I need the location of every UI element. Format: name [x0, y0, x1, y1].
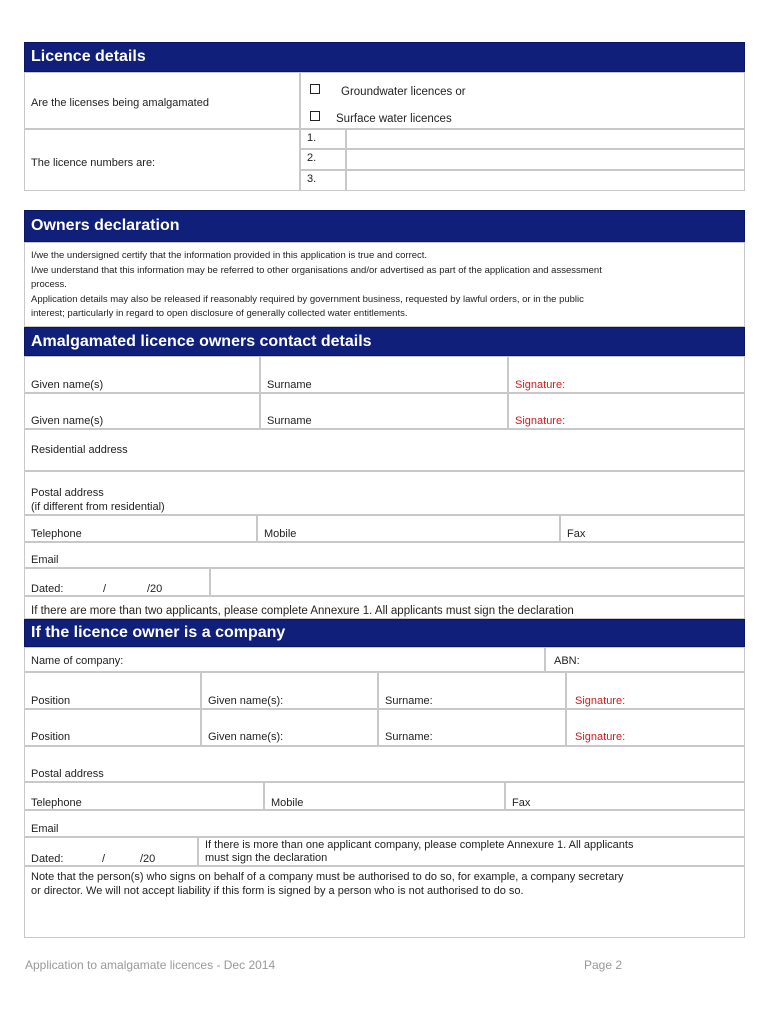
company-postal-address-label: Postal address: [31, 768, 104, 780]
residential-address-field[interactable]: [24, 429, 745, 471]
position-label: Position: [31, 695, 71, 707]
owners-declaration-heading: [24, 210, 745, 242]
company-date-separator: /: [102, 853, 106, 865]
telephone-field[interactable]: [24, 515, 257, 542]
company-dated-field[interactable]: [24, 837, 198, 866]
signature-label: Signature:: [515, 415, 566, 427]
page-number: Page 2: [584, 958, 623, 972]
position-label: Position: [31, 731, 71, 743]
company-given-names-1-field[interactable]: [201, 672, 378, 709]
dated-blank-cell: [210, 568, 745, 596]
licence-number-3-label: 3.: [300, 170, 346, 191]
company-surname-1-field[interactable]: [378, 672, 566, 709]
company-fax-label: Fax: [512, 797, 531, 809]
licence-number-2-label: 2.: [300, 149, 346, 170]
date-year: /20: [147, 583, 163, 595]
fax-field[interactable]: [560, 515, 745, 542]
residential-address-label: Residential address: [31, 444, 128, 456]
licence-details-title: Licence details: [31, 48, 146, 65]
amalgamated-question-cell: [24, 72, 300, 129]
postal-address-note: (if different from residential): [31, 501, 165, 513]
abn-label: ABN:: [554, 655, 580, 667]
company-signature-label: Signature:: [575, 695, 626, 707]
declaration-text: [24, 242, 745, 327]
signature-label: Signature:: [515, 379, 566, 391]
surname-label: Surname: [267, 415, 312, 427]
company-surname-label: Surname:: [385, 731, 433, 743]
mobile-label: Mobile: [264, 528, 297, 540]
fax-label: Fax: [567, 528, 586, 540]
company-annex-note: If there is more than one applicant company, please complete Annexure 1. All applicants: [205, 839, 634, 851]
company-date-year: /20: [140, 853, 156, 865]
postal-address-field[interactable]: [24, 471, 745, 515]
abn-field[interactable]: [545, 647, 745, 672]
licence-details-heading: [24, 42, 745, 72]
authorisation-note: Note that the person(s) who signs on behalf of a company must be authorised to do so, for example, a company secretary: [31, 871, 624, 883]
licence-numbers-label: The licence numbers are:: [31, 157, 156, 169]
owners-declaration-title: Owners declaration: [31, 217, 180, 234]
company-telephone-field[interactable]: [24, 782, 264, 810]
dated-field[interactable]: [24, 568, 210, 596]
company-signature-label: Signature:: [575, 731, 626, 743]
company-mobile-field[interactable]: [264, 782, 505, 810]
company-signature-1-field[interactable]: [566, 672, 745, 709]
company-signature-2-field[interactable]: [566, 709, 745, 746]
licence-number-3-input[interactable]: [346, 170, 745, 191]
signature-1-field[interactable]: [508, 356, 745, 393]
telephone-label: Telephone: [31, 528, 82, 540]
authorisation-note: or director. We will not accept liability if this form is signed by a person who is not authorised to do so.: [31, 885, 524, 897]
licence-number-2-input[interactable]: [346, 149, 745, 170]
company-surname-label: Surname:: [385, 695, 433, 707]
declaration-line: process.: [31, 279, 67, 290]
groundwater-checkbox[interactable]: [310, 84, 320, 94]
company-title: If the licence owner is a company: [31, 624, 286, 641]
authorisation-note-cell: [24, 866, 745, 938]
amalgamated-question-label: Are the licenses being amalgamated: [31, 97, 209, 109]
contact-note: If there are more than two applicants, please complete Annexure 1. All applicants must sign the declaration: [31, 605, 574, 617]
company-given-names-label: Given name(s):: [208, 731, 284, 743]
declaration-line: I/we understand that this information may be referred to other organisations and/or advertised as part of the application and assessment: [31, 264, 602, 276]
surname-2-field[interactable]: [260, 393, 508, 429]
date-separator: /: [103, 583, 107, 595]
footer-title: Application to amalgamate licences - Dec 2014: [25, 958, 276, 972]
given-names-label: Given name(s): [31, 415, 104, 427]
surname-1-field[interactable]: [260, 356, 508, 393]
groundwater-label: Groundwater licences or: [341, 86, 466, 98]
company-email-field[interactable]: [24, 810, 745, 837]
postal-address-label: Postal address: [31, 487, 104, 499]
given-names-1-field[interactable]: [24, 356, 260, 393]
position-1-field[interactable]: [24, 672, 201, 709]
company-heading: [24, 619, 745, 647]
given-names-2-field[interactable]: [24, 393, 260, 429]
declaration-line: I/we the undersigned certify that the information provided in this application is true and correct.: [31, 250, 428, 261]
licence-number-1-input[interactable]: [346, 129, 745, 149]
email-field[interactable]: [24, 542, 745, 568]
company-name-label: Name of company:: [31, 655, 124, 667]
mobile-field[interactable]: [257, 515, 560, 542]
surname-label: Surname: [267, 379, 312, 391]
company-surname-2-field[interactable]: [378, 709, 566, 746]
surface-water-checkbox[interactable]: [310, 111, 320, 121]
licence-number-1-label: 1.: [300, 129, 346, 149]
company-annex-note-cell: [198, 837, 745, 866]
company-postal-address-field[interactable]: [24, 746, 745, 782]
declaration-line: interest; particularly in regard to open disclosure of generally collected water entitlements.: [31, 308, 408, 319]
amalgamated-options-cell: [300, 72, 745, 129]
licence-numbers-label-cell: [24, 129, 300, 191]
company-mobile-label: Mobile: [271, 797, 304, 809]
company-name-field[interactable]: [24, 647, 545, 672]
contact-details-title: Amalgamated licence owners contact details: [31, 332, 372, 350]
contact-note-cell: [24, 596, 745, 619]
company-dated-label: Dated:: [31, 853, 64, 865]
email-label: Email: [31, 554, 59, 566]
company-given-names-2-field[interactable]: [201, 709, 378, 746]
company-given-names-label: Given name(s):: [208, 695, 284, 707]
company-email-label: Email: [31, 823, 59, 835]
company-telephone-label: Telephone: [31, 797, 82, 809]
signature-2-field[interactable]: [508, 393, 745, 429]
surface-water-label: Surface water licences: [336, 113, 452, 125]
dated-label: Dated:: [31, 583, 64, 595]
position-2-field[interactable]: [24, 709, 201, 746]
company-annex-note: must sign the declaration: [205, 852, 328, 864]
given-names-label: Given name(s): [31, 379, 104, 391]
declaration-line: Application details may also be released if reasonably required by government business, requested by lawful orders, or in the public: [31, 293, 584, 305]
company-fax-field[interactable]: [505, 782, 745, 810]
contact-details-heading: [24, 327, 745, 356]
